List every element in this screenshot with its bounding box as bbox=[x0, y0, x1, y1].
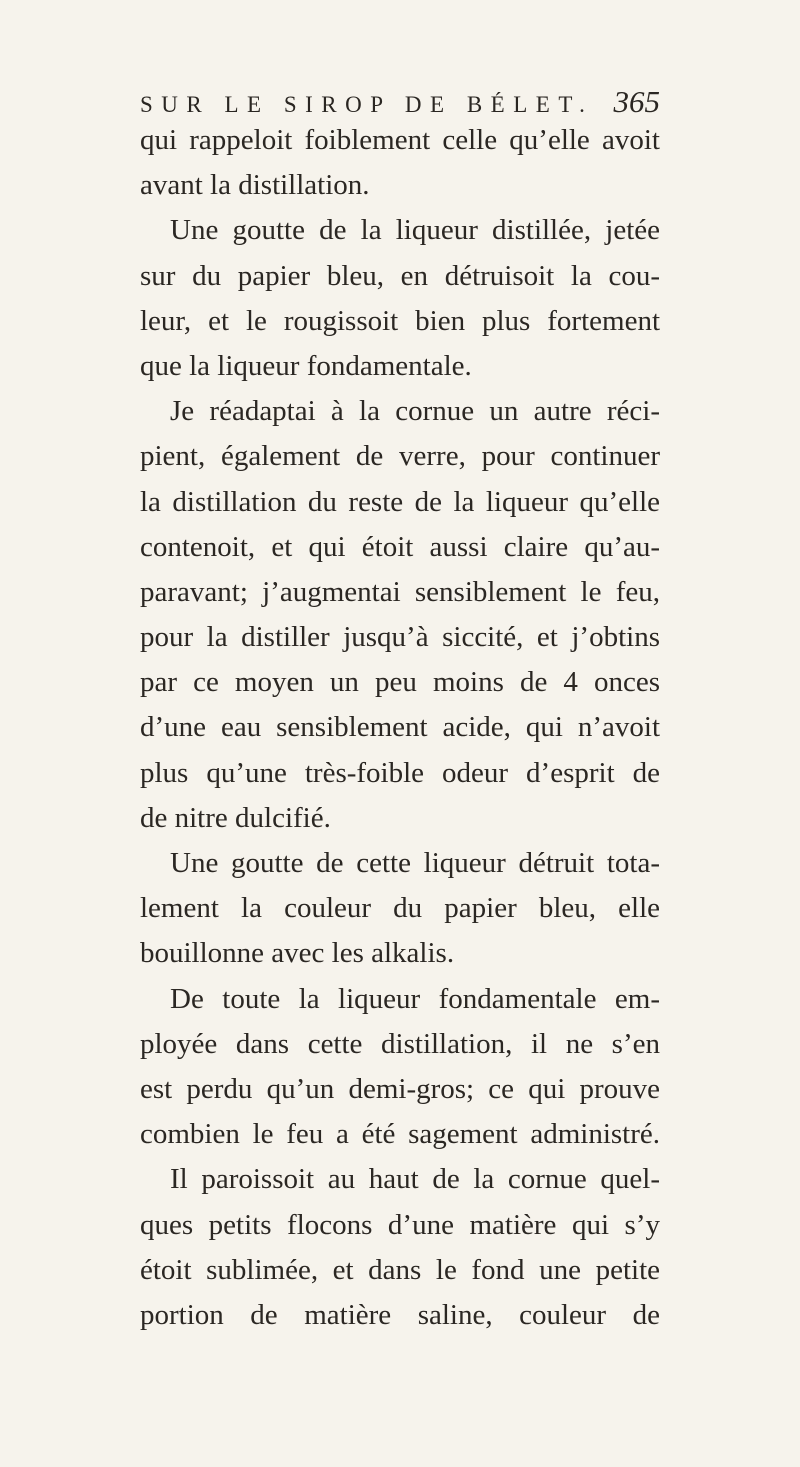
text-line: contenoit, et qui étoit aussi claire qu’au- bbox=[140, 530, 660, 563]
text-line: de nitre dulcifié. bbox=[140, 801, 331, 834]
text-line: bouillonne avec les alkalis. bbox=[140, 937, 455, 970]
text-line: plus qu’une très-foible odeur d’esprit de bbox=[140, 756, 660, 789]
text-line: pour la distiller jusqu’à siccité, et j’obtins bbox=[140, 621, 660, 654]
text-line: ques petits flocons d’une matière qui s’y bbox=[140, 1208, 660, 1241]
text-line: De toute la liqueur fondamentale em- bbox=[170, 982, 660, 1015]
text-line: combien le feu a été sagement administré. bbox=[140, 1118, 660, 1151]
text-line: Une goutte de la liqueur distillée, jetée bbox=[170, 214, 660, 247]
body-text bbox=[140, 118, 660, 1338]
text-line: portion de matière saline, couleur de bbox=[140, 1298, 660, 1331]
text-line: Une goutte de cette liqueur détruit tota- bbox=[170, 847, 660, 879]
text-line: Je réadaptai à la cornue un autre réci- bbox=[170, 395, 660, 428]
text-line: lement la couleur du papier bleu, elle bbox=[140, 892, 660, 925]
text-line: leur, et le rougissoit bien plus fortement bbox=[140, 304, 660, 337]
text-line: avant la distillation. bbox=[140, 169, 370, 202]
text-line: que la liqueur fondamentale. bbox=[140, 349, 472, 382]
text-line: paravant; j’augmentai sensiblement le feu, bbox=[140, 575, 660, 608]
text-line: Il paroissoit au haut de la cornue quel- bbox=[170, 1163, 660, 1196]
page-number: 365 bbox=[613, 84, 660, 119]
text-line: est perdu qu’un demi-gros; ce qui prouve bbox=[140, 1072, 660, 1105]
text-line: la distillation du reste de la liqueur qu’elle bbox=[140, 485, 660, 518]
text-line: ployée dans cette distillation, il ne s’en bbox=[140, 1027, 660, 1060]
running-head bbox=[140, 84, 660, 118]
text-line: étoit sublimée, et dans le fond une petite bbox=[140, 1253, 660, 1286]
text-line: par ce moyen un peu moins de 4 onces bbox=[140, 666, 660, 699]
text-line: pient, également de verre, pour continuer bbox=[140, 440, 660, 473]
text-line: d’une eau sensiblement acide, qui n’avoit bbox=[140, 711, 660, 744]
running-head-title: SUR LE SIROP DE BÉLET. bbox=[140, 92, 594, 117]
text-line: sur du papier bleu, en détruisoit la cou- bbox=[140, 259, 660, 292]
text-line: qui rappeloit foiblement celle qu’elle avoit bbox=[140, 124, 660, 156]
